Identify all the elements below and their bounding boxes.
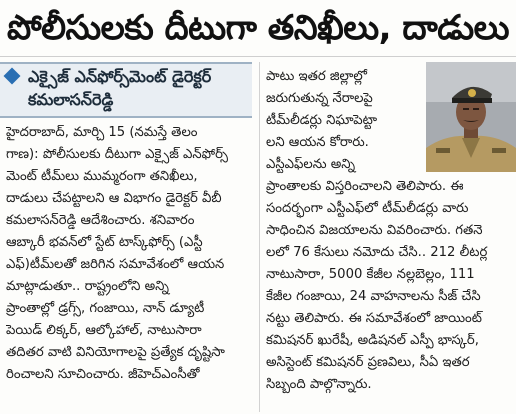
diamond-bullet-icon bbox=[4, 68, 21, 85]
text-line: నాటుసారా, 5000 కేజీల నల్లబెల్లం, 111 bbox=[266, 267, 475, 282]
text-line: కమలాసన్‌రెడ్డి ఆదేశించారు. శనివారం bbox=[6, 213, 195, 228]
text-line: దాడులు చేపట్టాలని ఆ విభాగం డైరెక్టర్ వీబీ bbox=[6, 191, 222, 206]
text-line: ఎఫ్)టీమ్‌లతో జరిగిన సమావేశంలో ఆయన bbox=[6, 257, 225, 272]
text-line: కేజీల గంజాయి, 24 వాహనాలను సీజ్ చేసి bbox=[266, 289, 481, 304]
text-line: టీమ్‌లీడర్లు నిఘాపెట్టా bbox=[266, 113, 378, 128]
subhead-box bbox=[0, 62, 252, 118]
text-line: సిబ్బంది పాల్గొన్నారు. bbox=[266, 377, 372, 392]
right-column-top bbox=[266, 66, 416, 154]
text-line: హైదరాబాద్, మార్చి 15 (నమస్తే తెలం bbox=[6, 125, 198, 140]
column-divider bbox=[259, 62, 260, 412]
headline: పోలీసులకు దీటుగా తనిఖీలు, దాడులు bbox=[0, 0, 516, 57]
text-line: మెంట్ టీమ్‌లు ముమ్మరంగా తనిఖీలు, bbox=[6, 169, 198, 184]
subhead-line-2: కమలాసన్‌రెడ్డి bbox=[28, 90, 114, 109]
text-line: పాటు ఇతర జిల్లాల్లో bbox=[266, 69, 367, 84]
text-line: నట్టు తెలిపారు. ఈ సమావేశంలో జాయింట్ bbox=[266, 311, 482, 326]
text-line: ప్రాంతాలకు విస్తరించాలని తెలిపారు. ఈ bbox=[266, 179, 464, 194]
text-line: కమిషనర్ ఖురేషీ, అడిషనల్ ఎస్పీ భాస్కర్, bbox=[266, 333, 479, 348]
text-line: ఆబ్కారీ భవన్‌లో స్టేట్ టాస్క్‌ఫోర్స్ (ఎస్టీ bbox=[6, 235, 203, 250]
text-line: పెయిడ్ లిక్కర్, ఆల్కోహాల్, నాటుసారా bbox=[6, 323, 202, 338]
text-line: లలో 76 కేసులు నమోదు చేసి.. 212 లీటర్ల bbox=[266, 245, 488, 260]
text-line: సందర్భంగా ఎస్టీఎఫ్‌లో టీమ్‌లీడర్లు వారు bbox=[266, 201, 469, 216]
text-line: ఎస్టీఎఫ్‌లను అన్ని bbox=[266, 157, 356, 172]
text-line: తదితర వాటి వినియోగాలపై ప్రత్యేక దృష్టిసా bbox=[6, 345, 225, 360]
text-line: రించాలని సూచించారు. జీహెచ్‌ఎంసీతో bbox=[6, 367, 200, 382]
text-line: గాణ): పోలీసులకు దీటుగా ఎక్సైజ్ ఎన్‌ఫోర్స్ bbox=[6, 147, 229, 162]
text-line: లని ఆయన కోరారు. bbox=[266, 135, 369, 150]
text-line: సాధించిన విజయాలను వివరించారు. గతనె bbox=[266, 223, 483, 238]
left-column bbox=[6, 122, 252, 386]
text-line: అసిస్టెంట్ కమిషనర్ ప్రణవిలు, సీఏ ఇతర bbox=[266, 355, 470, 370]
text-line: మాట్లాడుతూ.. రాష్ట్రంలోని అన్ని bbox=[6, 279, 169, 294]
text-line: ప్రాంతాల్లో డ్రగ్స్, గంజాయి, నాన్ డ్యూటీ bbox=[6, 301, 205, 316]
right-column-bottom bbox=[266, 154, 514, 396]
text-line: జరుగుతున్న నేరాలపై bbox=[266, 91, 373, 106]
subhead-line-1: ఎక్సైజ్ ఎన్‌ఫోర్స్‌మెంట్ డైరెక్టర్ bbox=[28, 67, 212, 86]
